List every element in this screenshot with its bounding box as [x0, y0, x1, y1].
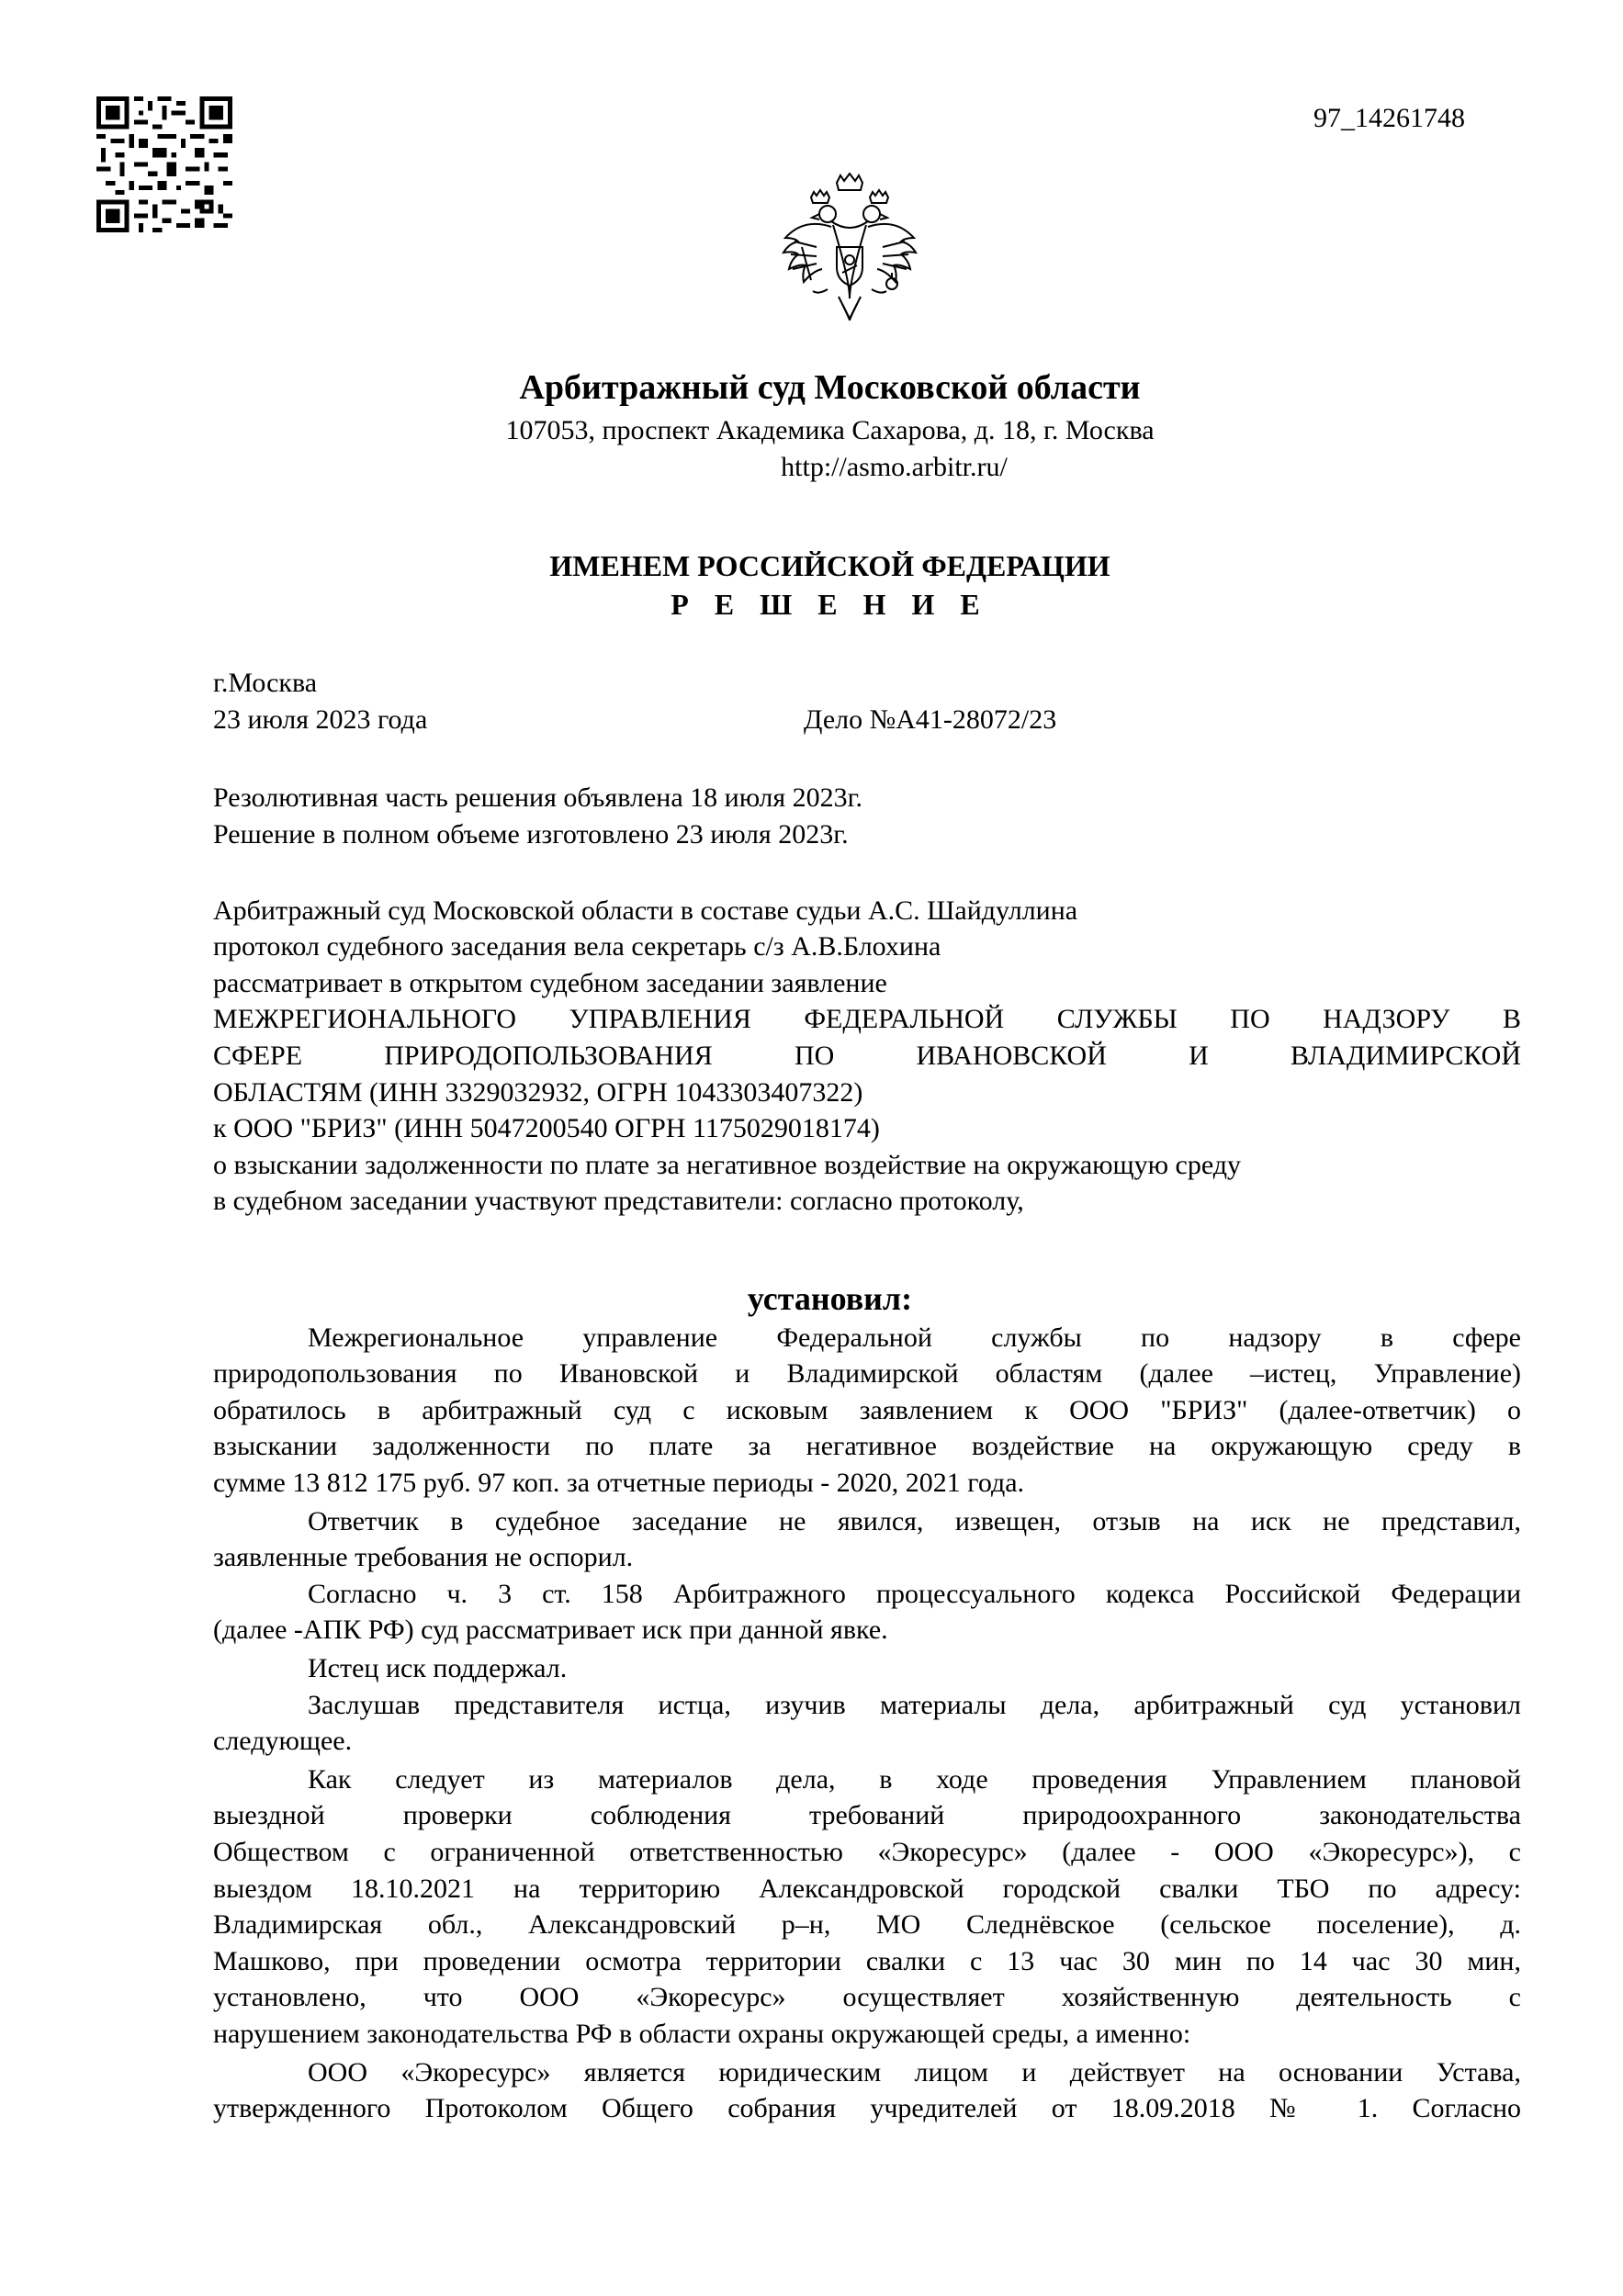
- decision-date: 23 июля 2023 года: [213, 704, 428, 735]
- qr-code-icon: [96, 96, 232, 232]
- intro-line-6: ОБЛАСТЯМ (ИНН 3329032932, ОГРН 1043303407322): [213, 1077, 863, 1108]
- body-p7-line-1: ООО «Экоресурс» является юридическим лицом и действует на основании Устава,: [308, 2057, 1521, 2088]
- body-p6-line-8: нарушением законодательства РФ в области охраны окружающей среды, а именно:: [213, 2019, 1191, 2049]
- body-p5-line-1: Заслушав представителя истца, изучив материалы дела, арбитражный суд установил: [308, 1690, 1521, 1720]
- court-website: http://asmo.arbitr.ru/: [781, 452, 1008, 482]
- body-p6-line-3: Обществом с ограниченной ответственностью «Экоресурс» (далее - ООО «Экоресурс»), с: [213, 1837, 1521, 1867]
- body-p6-line-1: Как следует из материалов дела, в ходе проведения Управлением плановой: [308, 1764, 1521, 1795]
- intro-line-7: к ООО "БРИЗ" (ИНН 5047200540 ОГРН 1175029018174): [213, 1113, 880, 1143]
- russian-coat-of-arms-icon: [776, 170, 923, 326]
- body-p6-line-6: Машково, при проведении осмотра территории свалки с 13 час 30 мин по 14 час 30 мин,: [213, 1946, 1521, 1976]
- established-heading: установил:: [747, 1280, 913, 1317]
- decision-heading: Р Е Ш Е Н И Е: [671, 588, 989, 621]
- intro-line-2: протокол судебного заседания вела секретарь с/з А.В.Блохина: [213, 931, 941, 962]
- body-p6-line-7: установлено, что ООО «Экоресурс» осуществляет хозяйственную деятельность с: [213, 1982, 1521, 2012]
- intro-line-9: в судебном заседании участвуют представители: согласно протоколу,: [213, 1186, 1024, 1216]
- body-p7-line-2: утвержденного Протоколом Общего собрания учредителей от 18.09.2018 № 1. Согласно: [213, 2093, 1521, 2123]
- body-p1-line-1: Межрегиональное управление Федеральной службы по надзору в сфере: [308, 1322, 1521, 1353]
- body-p1-line-3: обратилось в арбитражный суд с исковым заявлением к ООО "БРИЗ" (далее-ответчик) о: [213, 1395, 1521, 1425]
- body-p1-line-5: сумме 13 812 175 руб. 97 коп. за отчетные периоды - 2020, 2021 года.: [213, 1468, 1025, 1498]
- body-p1-line-2: природопользования по Ивановской и Владимирской областям (далее –истец, Управление): [213, 1358, 1521, 1389]
- body-p6-line-4: выездом 18.10.2021 на территорию Александровской городской свалки ТБО по адресу:: [213, 1874, 1521, 1904]
- body-p1-line-4: взыскании задолженности по плате за негативное воздействие на окружающую среду в: [213, 1431, 1521, 1461]
- intro-line-8: о взыскании задолженности по плате за негативное воздействие на окружающую среду: [213, 1150, 1242, 1180]
- in-the-name-heading: ИМЕНЕМ РОССИЙСКОЙ ФЕДЕРАЦИИ: [549, 549, 1110, 582]
- body-p2-line-2: заявленные требования не оспорил.: [213, 1542, 634, 1572]
- full-decision-note: Решение в полном объеме изготовлено 23 июля 2023г.: [213, 819, 849, 850]
- body-p6-line-2: выездной проверки соблюдения требований природоохранного законодательства: [213, 1800, 1521, 1830]
- intro-line-3: рассматривает в открытом судебном заседании заявление: [213, 968, 887, 998]
- operative-part-note: Резолютивная часть решения объявлена 18 июля 2023г.: [213, 782, 863, 813]
- body-p2-line-1: Ответчик в судебное заседание не явился, извещен, отзыв на иск не представил,: [308, 1506, 1521, 1536]
- intro-line-1: Арбитражный суд Московской области в составе судьи А.С. Шайдуллина: [213, 895, 1078, 926]
- court-address: 107053, проспект Академика Сахарова, д. 18, г. Москва: [505, 415, 1155, 445]
- body-p5-line-2: следующее.: [213, 1726, 353, 1756]
- body-p6-line-5: Владимирская обл., Александровский р–н, МО Следнёвское (сельское поселение), д.: [213, 1909, 1521, 1940]
- court-name: Арбитражный суд Московской области: [519, 368, 1141, 407]
- case-number: Дело №А41-28072/23: [804, 704, 1057, 735]
- body-p3-line-2: (далее -АПК РФ) суд рассматривает иск при данной явке.: [213, 1615, 888, 1645]
- intro-line-5: СФЕРЕ ПРИРОДОПОЛЬЗОВАНИЯ ПО ИВАНОВСКОЙ И ВЛАДИМИРСКОЙ: [213, 1041, 1521, 1071]
- body-p3-line-1: Согласно ч. 3 ст. 158 Арбитражного процессуального кодекса Российской Федерации: [308, 1579, 1521, 1609]
- intro-line-4: МЕЖРЕГИОНАЛЬНОГО УПРАВЛЕНИЯ ФЕДЕРАЛЬНОЙ СЛУЖБЫ ПО НАДЗОРУ В: [213, 1004, 1521, 1034]
- city: г.Москва: [213, 668, 318, 698]
- body-p4-line-1: Истец иск поддержал.: [308, 1653, 568, 1683]
- document-number: 97_14261748: [1313, 103, 1465, 133]
